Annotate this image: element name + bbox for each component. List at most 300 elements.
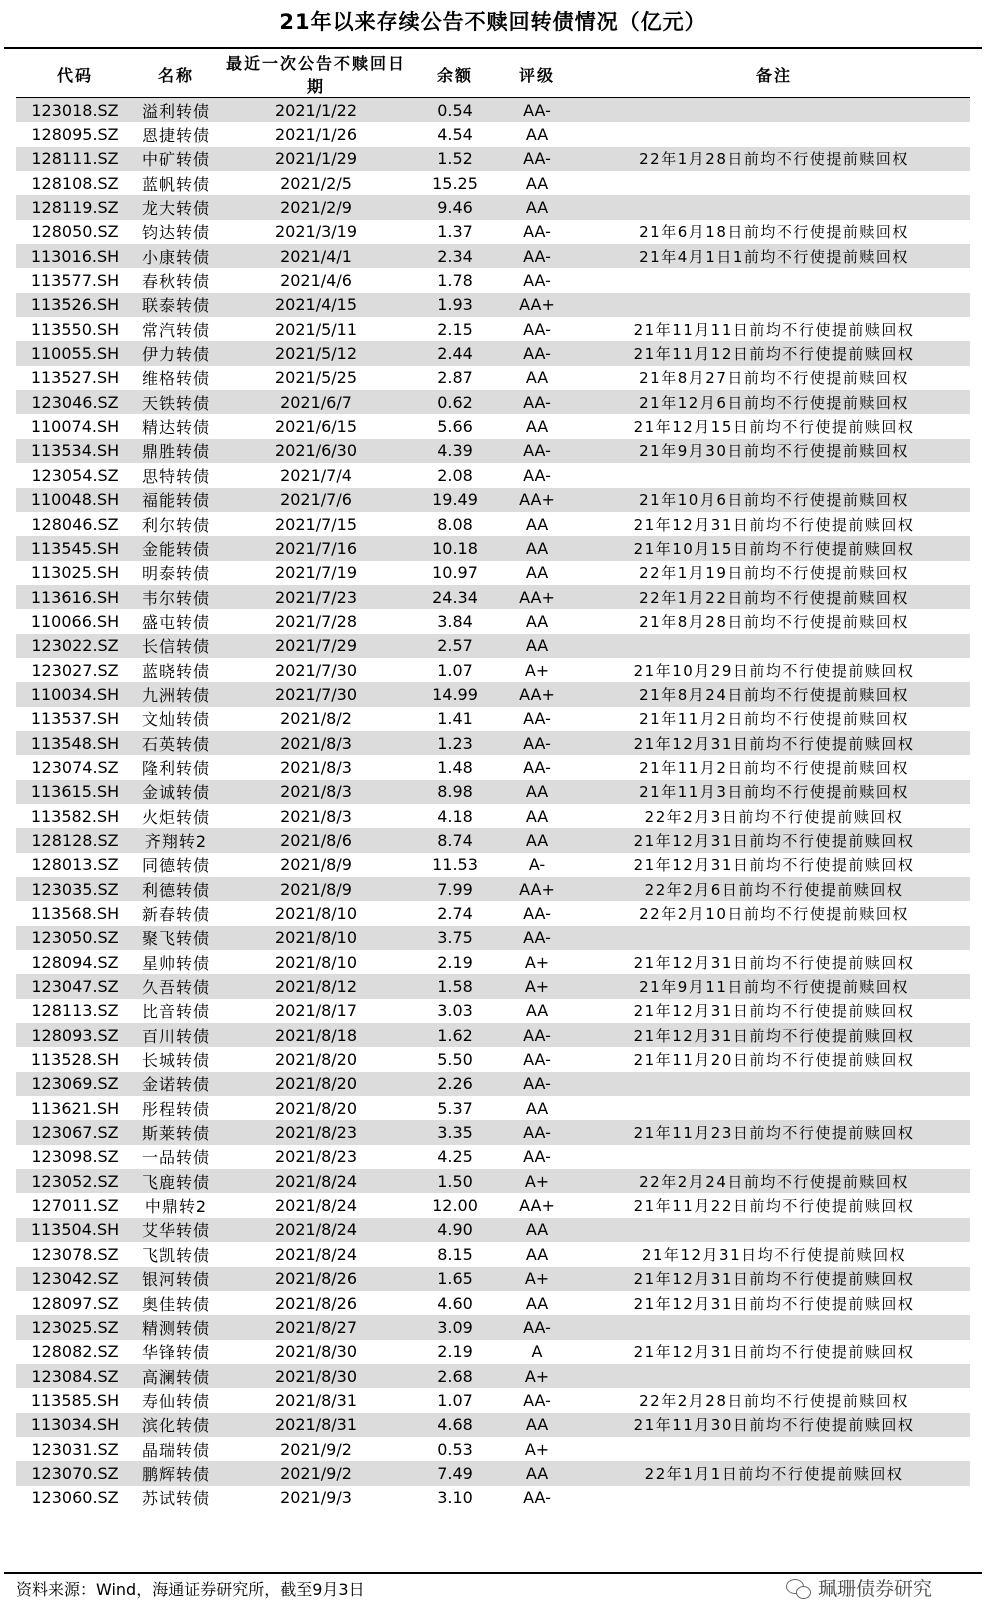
cell-rating: AA- bbox=[523, 465, 551, 485]
cell-code: 113621.SH bbox=[30, 1098, 120, 1118]
cell-note: 21年12月31日前均不行使提前赎回权 bbox=[633, 1002, 915, 1021]
table-row bbox=[16, 1193, 970, 1217]
cell-balance: 2.57 bbox=[414, 634, 496, 658]
cell-name: 金能转债 bbox=[134, 536, 218, 560]
cell-balance: 2.44 bbox=[414, 341, 496, 365]
table-row bbox=[16, 609, 970, 633]
cell-balance: 2.68 bbox=[414, 1364, 496, 1388]
table-row bbox=[16, 682, 970, 706]
cell-date: 2021/8/31 bbox=[274, 1390, 358, 1410]
cell-code: 113616.SH bbox=[16, 585, 134, 609]
cell-balance: 1.65 bbox=[414, 1267, 496, 1291]
cell-name: 艾华转债 bbox=[134, 1218, 218, 1242]
cell-balance: 8.74 bbox=[414, 828, 496, 852]
cell-name: 石英转债 bbox=[134, 731, 218, 755]
cell-note: 21年9月11日前均不行使提前赎回权 bbox=[578, 974, 970, 998]
cell-date: 2021/8/26 bbox=[274, 1293, 358, 1313]
cell-note bbox=[578, 926, 970, 950]
cell-note bbox=[578, 634, 970, 658]
cell-code: 123018.SZ bbox=[16, 98, 134, 123]
cell-rating: AA bbox=[496, 536, 578, 560]
cell-balance: 4.68 bbox=[414, 1413, 496, 1437]
cell-date: 2021/7/19 bbox=[274, 563, 358, 583]
cell-note: 22年2月6日前均不行使提前赎回权 bbox=[578, 877, 970, 901]
cell-balance: 9.46 bbox=[414, 195, 496, 219]
cell-name: 奥佳转债 bbox=[141, 1294, 210, 1314]
cell-code: 113527.SH bbox=[30, 368, 120, 388]
cell-date: 2021/2/9 bbox=[218, 195, 414, 219]
cell-name: 斯莱转债 bbox=[134, 1120, 218, 1144]
cell-rating: AA- bbox=[523, 1390, 551, 1410]
cell-name: 蓝帆转债 bbox=[141, 174, 210, 194]
table-row bbox=[16, 1047, 970, 1071]
cell-date: 2021/8/3 bbox=[280, 806, 352, 826]
table-row bbox=[16, 122, 970, 146]
table-row bbox=[16, 1437, 970, 1461]
cell-balance: 15.25 bbox=[432, 173, 478, 193]
table-row bbox=[16, 1096, 970, 1120]
cell-name: 维格转债 bbox=[141, 369, 210, 389]
cell-note bbox=[578, 268, 970, 292]
cell-rating: AA bbox=[525, 806, 549, 826]
cell-note: 21年11月2日前均不行使提前赎回权 bbox=[639, 710, 909, 729]
cell-code: 123050.SZ bbox=[16, 926, 134, 950]
cell-code: 113615.SH bbox=[16, 780, 134, 804]
cell-balance: 1.48 bbox=[437, 757, 473, 777]
table-row bbox=[16, 707, 970, 731]
cell-balance: 14.99 bbox=[414, 682, 496, 706]
cell-note: 21年12月31日前均不行使提前赎回权 bbox=[578, 731, 970, 755]
cell-code: 113545.SH bbox=[16, 536, 134, 560]
header-code: 代码 bbox=[16, 51, 134, 98]
cell-balance: 2.34 bbox=[414, 244, 496, 268]
cell-code: 123022.SZ bbox=[16, 634, 134, 658]
table-row bbox=[16, 98, 970, 123]
cell-note: 21年10月15日前均不行使提前赎回权 bbox=[578, 536, 970, 560]
cell-rating: A+ bbox=[496, 974, 578, 998]
cell-balance: 10.97 bbox=[432, 563, 478, 583]
cell-note: 21年11月23日前均不行使提前赎回权 bbox=[578, 1120, 970, 1144]
cell-date: 2021/6/15 bbox=[274, 417, 358, 437]
cell-balance: 3.03 bbox=[437, 1001, 473, 1021]
cell-date: 2021/7/23 bbox=[218, 585, 414, 609]
table-row bbox=[16, 1461, 970, 1485]
cell-balance: 3.09 bbox=[414, 1315, 496, 1339]
cell-name: 福能转债 bbox=[134, 488, 218, 512]
cell-rating: AA- bbox=[523, 904, 551, 924]
cell-code: 113548.SH bbox=[16, 731, 134, 755]
cell-rating: AA bbox=[525, 368, 549, 388]
cell-rating: A+ bbox=[496, 1169, 578, 1193]
cell-balance: 1.52 bbox=[414, 147, 496, 171]
cell-date: 2021/9/2 bbox=[218, 1461, 414, 1485]
table-row bbox=[16, 974, 970, 998]
cell-note bbox=[578, 1364, 970, 1388]
cell-note bbox=[578, 1315, 970, 1339]
cell-rating: AA+ bbox=[496, 682, 578, 706]
cell-note: 21年12月31日前均不行使提前赎回权 bbox=[578, 1267, 970, 1291]
cell-name: 伊力转债 bbox=[134, 341, 218, 365]
cell-code: 113504.SH bbox=[16, 1218, 134, 1242]
cell-balance: 8.98 bbox=[414, 780, 496, 804]
cell-balance: 1.07 bbox=[437, 660, 473, 680]
cell-code: 123098.SZ bbox=[31, 1147, 119, 1167]
table-row bbox=[16, 1072, 970, 1096]
cell-rating: AA bbox=[496, 828, 578, 852]
table-row bbox=[16, 828, 970, 852]
cell-name: 鼎胜转债 bbox=[134, 439, 218, 463]
cell-note: 22年2月10日前均不行使提前赎回权 bbox=[639, 905, 909, 924]
cell-rating: AA+ bbox=[496, 585, 578, 609]
cell-code: 113528.SH bbox=[30, 1050, 120, 1070]
table-row bbox=[16, 366, 970, 390]
cell-code: 128128.SZ bbox=[16, 828, 134, 852]
cell-rating: AA- bbox=[523, 1147, 551, 1167]
table-row bbox=[16, 536, 970, 560]
table-row bbox=[16, 439, 970, 463]
cell-date: 2021/6/30 bbox=[218, 439, 414, 463]
table-row bbox=[16, 780, 970, 804]
cell-code: 110066.SH bbox=[30, 611, 120, 631]
cell-rating: AA- bbox=[496, 1072, 578, 1096]
cell-code: 123031.SZ bbox=[31, 1439, 119, 1459]
cell-date: 2021/8/23 bbox=[218, 1120, 414, 1144]
cell-note bbox=[578, 98, 970, 123]
cell-date: 2021/8/20 bbox=[274, 1098, 358, 1118]
cell-name: 钧达转债 bbox=[141, 223, 210, 243]
cell-date: 2021/5/25 bbox=[274, 368, 358, 388]
cell-note: 21年10月6日前均不行使提前赎回权 bbox=[578, 488, 970, 512]
table-row bbox=[16, 488, 970, 512]
cell-balance: 10.18 bbox=[414, 536, 496, 560]
cell-rating: AA bbox=[525, 1293, 549, 1313]
cell-rating: AA+ bbox=[496, 293, 578, 317]
cell-name: 文灿转债 bbox=[141, 710, 210, 730]
cell-note: 22年1月22日前均不行使提前赎回权 bbox=[578, 585, 970, 609]
cell-name: 龙大转债 bbox=[134, 195, 218, 219]
cell-date: 2021/7/4 bbox=[280, 465, 352, 485]
cell-rating: AA- bbox=[496, 98, 578, 123]
cell-note: 22年2月3日前均不行使提前赎回权 bbox=[644, 807, 904, 826]
cell-date: 2021/8/24 bbox=[274, 1244, 358, 1264]
cell-code: 128013.SZ bbox=[31, 855, 119, 875]
cell-note bbox=[578, 293, 970, 317]
table-row bbox=[16, 1267, 970, 1291]
cell-balance: 24.34 bbox=[414, 585, 496, 609]
cell-date: 2021/7/15 bbox=[274, 514, 358, 534]
header-date: 最近一次公告不赎回日期 bbox=[218, 51, 414, 98]
cell-rating: AA bbox=[496, 780, 578, 804]
cell-name: 溢利转债 bbox=[134, 98, 218, 123]
bond-table bbox=[16, 51, 970, 1510]
cell-name: 鹏辉转债 bbox=[134, 1461, 218, 1485]
cell-name: 九洲转债 bbox=[134, 682, 218, 706]
cell-code: 123047.SZ bbox=[16, 974, 134, 998]
cell-date: 2021/8/24 bbox=[274, 1196, 358, 1216]
cell-balance: 1.50 bbox=[414, 1169, 496, 1193]
cell-name: 利尔转债 bbox=[141, 515, 210, 535]
wechat-icon bbox=[786, 1578, 812, 1598]
table-row bbox=[16, 853, 970, 877]
cell-date: 2021/1/29 bbox=[218, 147, 414, 171]
table-row bbox=[16, 1242, 970, 1266]
cell-code: 123035.SZ bbox=[16, 877, 134, 901]
cell-balance: 1.62 bbox=[414, 1023, 496, 1047]
cell-rating: AA- bbox=[523, 709, 551, 729]
table-row bbox=[16, 220, 970, 244]
cell-balance: 5.37 bbox=[437, 1098, 473, 1118]
cell-name: 思特转债 bbox=[141, 466, 210, 486]
cell-date: 2021/8/31 bbox=[218, 1413, 414, 1437]
cell-date: 2021/4/15 bbox=[218, 293, 414, 317]
cell-balance: 1.41 bbox=[437, 709, 473, 729]
cell-balance: 7.49 bbox=[414, 1461, 496, 1485]
table-row bbox=[16, 926, 970, 950]
cell-note bbox=[578, 1486, 970, 1510]
cell-balance: 4.25 bbox=[437, 1147, 473, 1167]
cell-name: 百川转债 bbox=[134, 1023, 218, 1047]
cell-rating: AA bbox=[525, 1001, 549, 1021]
cell-code: 110055.SH bbox=[16, 341, 134, 365]
table-row bbox=[16, 195, 970, 219]
cell-balance: 2.87 bbox=[437, 368, 473, 388]
cell-balance: 1.37 bbox=[437, 222, 473, 242]
cell-code: 123025.SZ bbox=[16, 1315, 134, 1339]
cell-code: 110048.SH bbox=[16, 488, 134, 512]
cell-note: 21年11月20日前均不行使提前赎回权 bbox=[633, 1051, 915, 1070]
cell-balance: 0.54 bbox=[414, 98, 496, 123]
cell-date: 2021/8/30 bbox=[274, 1342, 358, 1362]
cell-balance: 11.53 bbox=[432, 855, 478, 875]
table-row bbox=[16, 244, 970, 268]
cell-note: 21年11月12日前均不行使提前赎回权 bbox=[578, 341, 970, 365]
top-rule bbox=[4, 47, 982, 49]
cell-rating: AA bbox=[496, 1218, 578, 1242]
cell-note: 21年12月31日前均不行使提前赎回权 bbox=[578, 828, 970, 852]
header-name: 名称 bbox=[134, 51, 218, 98]
source-note: 资料来源：Wind，海通证券研究所，截至9月3日 bbox=[16, 1580, 365, 1599]
table-row bbox=[16, 804, 970, 828]
cell-note: 21年11月2日前均不行使提前赎回权 bbox=[639, 758, 909, 777]
table-row bbox=[16, 1315, 970, 1339]
table-row bbox=[16, 877, 970, 901]
cell-balance: 3.75 bbox=[414, 926, 496, 950]
brand-name: 珮珊债券研究 bbox=[817, 1578, 932, 1600]
cell-name: 常汽转债 bbox=[141, 320, 210, 340]
cell-name: 比音转债 bbox=[141, 1002, 210, 1022]
table-row bbox=[16, 561, 970, 585]
cell-note bbox=[578, 1072, 970, 1096]
cell-note bbox=[578, 1437, 970, 1461]
cell-note bbox=[578, 463, 970, 487]
cell-date: 2021/8/10 bbox=[274, 952, 358, 972]
cell-rating: AA bbox=[496, 634, 578, 658]
cell-code: 113577.SH bbox=[30, 271, 120, 291]
cell-name: 盛屯转债 bbox=[141, 612, 210, 632]
cell-name: 齐翔转2 bbox=[134, 828, 218, 852]
cell-code: 113582.SH bbox=[30, 806, 120, 826]
cell-code: 128111.SZ bbox=[16, 147, 134, 171]
cell-date: 2021/8/23 bbox=[274, 1147, 358, 1167]
cell-balance: 2.19 bbox=[437, 952, 473, 972]
cell-balance: 2.19 bbox=[437, 1342, 473, 1362]
cell-rating: AA bbox=[525, 1244, 549, 1264]
cell-date: 2021/8/10 bbox=[274, 904, 358, 924]
cell-name: 彤程转债 bbox=[141, 1099, 210, 1119]
cell-note bbox=[578, 1096, 970, 1120]
cell-code: 123046.SZ bbox=[16, 390, 134, 414]
cell-code: 113534.SH bbox=[16, 439, 134, 463]
cell-rating: A- bbox=[528, 855, 546, 875]
cell-code: 123027.SZ bbox=[31, 660, 119, 680]
cell-name: 中矿转债 bbox=[134, 147, 218, 171]
cell-rating: AA+ bbox=[519, 1196, 555, 1216]
cell-date: 2021/8/10 bbox=[218, 926, 414, 950]
cell-note: 21年8月24日前均不行使提前赎回权 bbox=[578, 682, 970, 706]
cell-name: 小康转债 bbox=[134, 244, 218, 268]
cell-note: 21年11月30日前均不行使提前赎回权 bbox=[578, 1413, 970, 1437]
table-row bbox=[16, 390, 970, 414]
cell-name: 寿仙转债 bbox=[141, 1391, 210, 1411]
cell-code: 128108.SZ bbox=[31, 173, 119, 193]
table-row bbox=[16, 1364, 970, 1388]
cell-rating: AA bbox=[525, 611, 549, 631]
table-row bbox=[16, 658, 970, 682]
cell-code: 123074.SZ bbox=[31, 757, 119, 777]
cell-name: 飞凯转债 bbox=[141, 1245, 210, 1265]
cell-note: 21年11月11日前均不行使提前赎回权 bbox=[633, 320, 915, 339]
header-rating: 评级 bbox=[496, 51, 578, 98]
cell-date: 2021/8/6 bbox=[218, 828, 414, 852]
cell-rating: AA bbox=[496, 1461, 578, 1485]
cell-balance: 4.39 bbox=[414, 439, 496, 463]
cell-rating: AA- bbox=[496, 1023, 578, 1047]
cell-code: 123054.SZ bbox=[31, 465, 119, 485]
cell-note bbox=[578, 122, 970, 146]
cell-code: 113550.SH bbox=[30, 319, 120, 339]
cell-code: 113016.SH bbox=[16, 244, 134, 268]
cell-balance: 3.84 bbox=[437, 611, 473, 631]
cell-rating: A+ bbox=[496, 1267, 578, 1291]
cell-date: 2021/4/6 bbox=[280, 271, 352, 291]
cell-note: 22年2月24日前均不行使提前赎回权 bbox=[578, 1169, 970, 1193]
cell-note: 22年2月28日前均不行使提前赎回权 bbox=[639, 1391, 909, 1410]
cell-balance: 8.15 bbox=[437, 1244, 473, 1264]
table-row bbox=[16, 171, 970, 195]
cell-name: 聚飞转债 bbox=[134, 926, 218, 950]
table-row bbox=[16, 1486, 970, 1510]
cell-note: 21年12月31日前均不行使提前赎回权 bbox=[633, 953, 915, 972]
table-row bbox=[16, 463, 970, 487]
cell-rating: AA- bbox=[496, 1120, 578, 1144]
cell-rating: AA- bbox=[496, 244, 578, 268]
cell-balance: 3.35 bbox=[414, 1120, 496, 1144]
cell-date: 2021/8/3 bbox=[218, 731, 414, 755]
cell-name: 久吾转债 bbox=[134, 974, 218, 998]
cell-code: 128119.SZ bbox=[16, 195, 134, 219]
cell-name: 华锋转债 bbox=[141, 1343, 210, 1363]
cell-balance: 1.78 bbox=[437, 271, 473, 291]
cell-rating: A+ bbox=[524, 660, 550, 680]
cell-code: 128095.SZ bbox=[31, 125, 119, 145]
cell-name: 长城转债 bbox=[141, 1051, 210, 1071]
cell-date: 2021/8/17 bbox=[274, 1001, 358, 1021]
cell-date: 2021/8/2 bbox=[280, 709, 352, 729]
cell-name: 星帅转债 bbox=[141, 953, 210, 973]
table-row bbox=[16, 1145, 970, 1169]
cell-balance: 2.15 bbox=[437, 319, 473, 339]
cell-balance: 1.93 bbox=[414, 293, 496, 317]
cell-date: 2021/9/2 bbox=[280, 1439, 352, 1459]
cell-rating: A bbox=[531, 1342, 543, 1362]
cell-balance: 1.07 bbox=[437, 1390, 473, 1410]
cell-note: 21年12月31日前均不行使提前赎回权 bbox=[633, 1343, 915, 1362]
table-row bbox=[16, 1388, 970, 1412]
table-row bbox=[16, 1291, 970, 1315]
cell-name: 明泰转债 bbox=[141, 564, 210, 584]
cell-rating: AA- bbox=[523, 271, 551, 291]
cell-rating: AA+ bbox=[496, 877, 578, 901]
cell-rating: AA- bbox=[523, 1488, 551, 1508]
cell-date: 2021/7/6 bbox=[218, 488, 414, 512]
cell-rating: A+ bbox=[524, 952, 550, 972]
cell-balance: 5.66 bbox=[437, 417, 473, 437]
cell-rating: A+ bbox=[496, 1364, 578, 1388]
cell-name: 银河转债 bbox=[134, 1267, 218, 1291]
cell-name: 精达转债 bbox=[141, 418, 210, 438]
cell-balance: 1.58 bbox=[414, 974, 496, 998]
cell-note: 21年12月31日前均不行使提前赎回权 bbox=[633, 856, 915, 875]
cell-balance: 4.90 bbox=[414, 1218, 496, 1242]
cell-rating: AA bbox=[525, 417, 549, 437]
cell-name: 苏试转债 bbox=[141, 1489, 210, 1509]
cell-date: 2021/8/30 bbox=[218, 1364, 414, 1388]
cell-code: 110074.SH bbox=[30, 417, 120, 437]
cell-note: 21年12月31日均不行使提前赎回权 bbox=[641, 1245, 907, 1264]
cell-name: 隆利转债 bbox=[141, 758, 210, 778]
cell-note: 21年4月1日1前均不行使提前赎回权 bbox=[578, 244, 970, 268]
cell-note: 21年9月30日前均不行使提前赎回权 bbox=[578, 439, 970, 463]
table-title: 21年以来存续公告不赎回转债情况（亿元） bbox=[279, 10, 707, 34]
cell-note: 22年1月28日前均不行使提前赎回权 bbox=[578, 147, 970, 171]
cell-date: 2021/6/7 bbox=[218, 390, 414, 414]
cell-name: 新春转债 bbox=[141, 905, 210, 925]
cell-rating: AA- bbox=[496, 1315, 578, 1339]
cell-name: 飞鹿转债 bbox=[134, 1169, 218, 1193]
cell-date: 2021/8/26 bbox=[218, 1267, 414, 1291]
cell-balance: 8.08 bbox=[437, 514, 473, 534]
cell-date: 2021/4/1 bbox=[218, 244, 414, 268]
cell-date: 2021/8/9 bbox=[218, 877, 414, 901]
cell-date: 2021/7/30 bbox=[218, 682, 414, 706]
table-row bbox=[16, 1169, 970, 1193]
cell-name: 天铁转债 bbox=[134, 390, 218, 414]
cell-code: 123084.SZ bbox=[16, 1364, 134, 1388]
cell-date: 2021/8/3 bbox=[280, 757, 352, 777]
cell-rating: AA bbox=[496, 1413, 578, 1437]
cell-note: 21年12月15日前均不行使提前赎回权 bbox=[633, 418, 915, 437]
table-row bbox=[16, 731, 970, 755]
cell-date: 2021/8/18 bbox=[218, 1023, 414, 1047]
cell-balance: 12.00 bbox=[432, 1196, 478, 1216]
table-row bbox=[16, 901, 970, 925]
cell-name: 火炬转债 bbox=[141, 807, 210, 827]
cell-note: 22年1月1日前均不行使提前赎回权 bbox=[578, 1461, 970, 1485]
cell-name: 春秋转债 bbox=[141, 272, 210, 292]
cell-name: 滨化转债 bbox=[134, 1413, 218, 1437]
cell-name: 中鼎转2 bbox=[144, 1197, 208, 1217]
cell-date: 2021/7/30 bbox=[274, 660, 358, 680]
